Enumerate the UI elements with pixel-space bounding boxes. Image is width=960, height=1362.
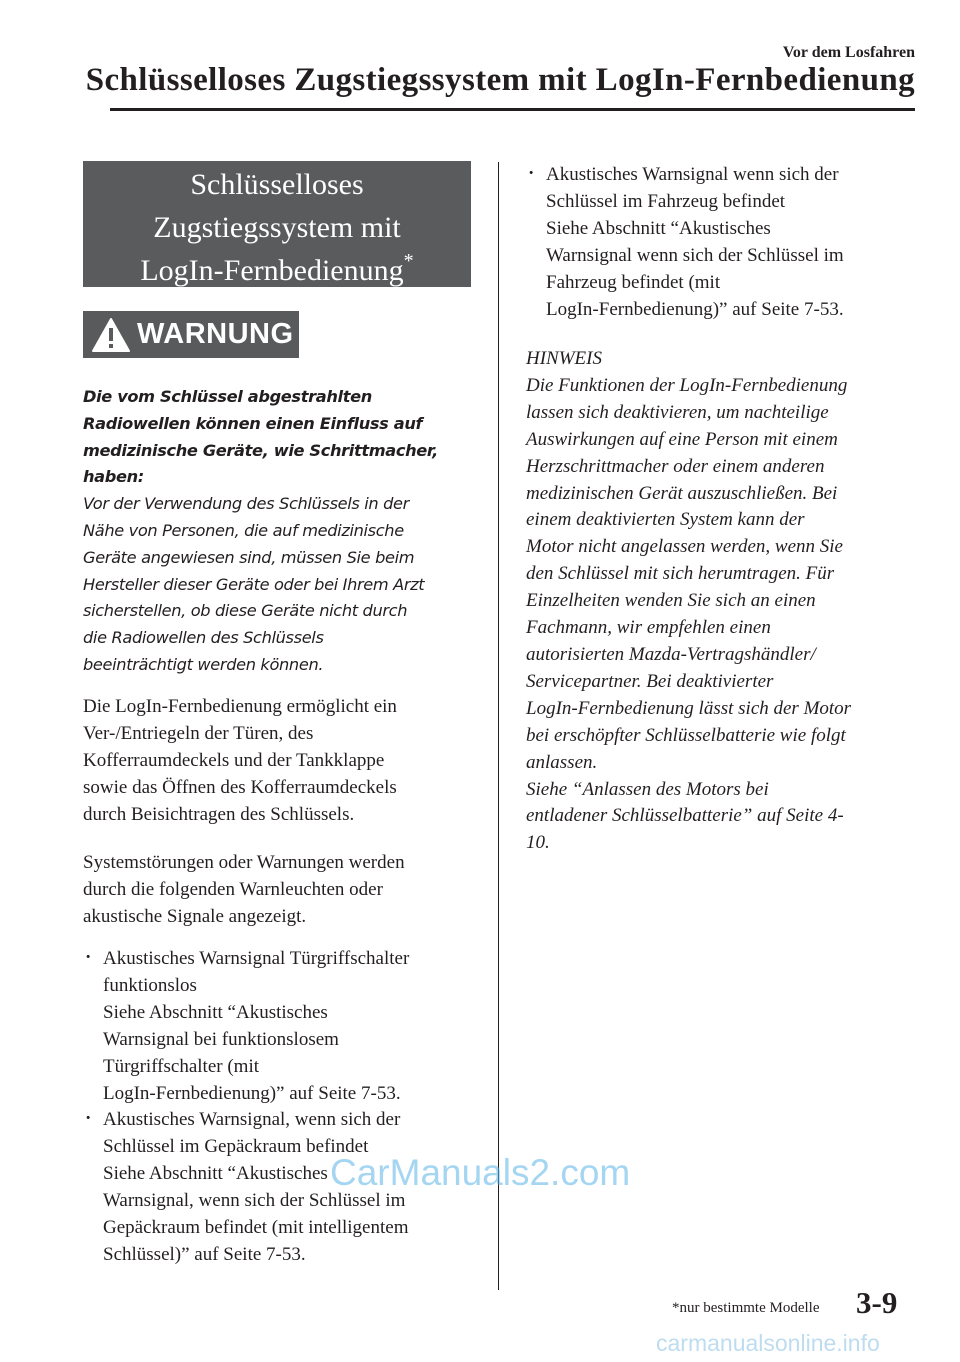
warning-line: die Radiowellen des Schlüssels (83, 628, 324, 648)
warnings-paragraph (83, 850, 483, 931)
note-line: autorisierten Mazda-Vertragshändler/ (526, 643, 816, 665)
note-line: den Schlüssel mit sich herumtragen. Für (526, 563, 835, 585)
bullet-line: Schlüssel im Gepäckraum befindet (103, 1136, 369, 1158)
running-title: Schlüsselloses Zugstiegssystem mit LogIn-Fernbedienung (85, 62, 915, 98)
note-box (526, 346, 921, 857)
warning-line: Geräte angewiesen sind, müssen Sie beim (83, 547, 415, 567)
paragraph-line: akustische Signale angezeigt. (83, 905, 307, 927)
bullet-line: Türgriffschalter (mit (103, 1055, 259, 1077)
paragraph-line: Die LogIn-Fernbedienung ermöglicht ein (83, 696, 397, 717)
footnote: *nur bestimmte Modelle (672, 1300, 820, 1316)
bullet-list-right (526, 162, 926, 323)
bullet-line: funktionslos (103, 974, 197, 996)
note-line: 10. (526, 832, 550, 854)
bullet-line: Warnsignal, wenn sich der Schlüssel im (103, 1190, 406, 1212)
paragraph-line: durch Beisichtragen des Schlüssels. (83, 803, 355, 825)
warning-text (83, 384, 483, 679)
title-line-3-text: LogIn-Fernbedienung (140, 254, 404, 287)
warning-line: Vor der Verwendung des Schlüssels in der (83, 494, 409, 514)
note-line: LogIn-Fernbedienung lässt sich der Motor (526, 697, 852, 719)
paragraph-line: Systemstörungen oder Warnungen werden (83, 852, 405, 873)
note-line: anlassen. (526, 751, 598, 773)
warning-triangle-icon (91, 317, 131, 353)
bullet-line: Gepäckraum befindet (mit intelligentem (103, 1217, 409, 1239)
note-line: Die Funktionen der LogIn-Fernbedienung (526, 374, 848, 396)
bullet-item (526, 162, 926, 323)
note-line: Fachmann, wir empfehlen einen (526, 617, 771, 639)
bullet-line: · Akustisches Warnsignal, wenn sich der (103, 1109, 401, 1131)
warning-bold-line: medizinische Geräte, wie Schrittmacher, (83, 440, 438, 460)
bullet-line: Schlüssel)” auf Seite 7-53. (103, 1243, 306, 1265)
note-line: Motor nicht angelassen werden, wenn Sie (526, 536, 843, 558)
paragraph-line: Ver-/Entriegeln der Türen, des (83, 722, 314, 744)
warning-line: sicherstellen, ob diese Geräte nicht durch (83, 601, 408, 621)
header-rule (110, 108, 915, 111)
warning-bold-line: Radiowellen können einen Einfluss auf (83, 413, 423, 433)
bullet-line: · Akustisches Warnsignal Türgriffschalter (103, 948, 410, 969)
section-title-box (83, 161, 471, 287)
warning-line: Nähe von Personen, die auf medizinische (83, 520, 404, 540)
note-heading: HINWEIS (526, 348, 602, 369)
note-line: medizinischen Gerät auszuschließen. Bei (526, 482, 838, 504)
bullet-line: · Akustisches Warnsignal wenn sich der (546, 164, 839, 185)
bullet-line: LogIn-Fernbedienung)” auf Seite 7-53. (103, 1082, 401, 1104)
paragraph-line: durch die folgenden Warnleuchten oder (83, 878, 383, 900)
warning-line: beeinträchtigt werden können. (83, 654, 324, 674)
title-line-2: Zugstiegssystem mit (153, 211, 401, 244)
warning-badge (83, 311, 299, 358)
note-line: Siehe “Anlassen des Motors bei (526, 778, 769, 800)
paragraph-line: Kofferraumdeckels und der Tankklappe (83, 749, 385, 771)
paragraph-line: sowie das Öffnen des Kofferraumdeckels (83, 776, 397, 798)
note-line: Auswirkungen auf eine Person mit einem (526, 428, 838, 450)
watermark-primary: CarManuals2.com (330, 1152, 631, 1193)
bullet-line: Warnsignal bei funktionslosem (103, 1028, 339, 1050)
bullet-line: Schlüssel im Fahrzeug befindet (546, 190, 786, 212)
bullet-line: Siehe Abschnitt “Akustisches (103, 1163, 328, 1185)
title-line-1: Schlüsselloses (190, 168, 364, 201)
note-line: bei erschöpfter Schlüsselbatterie wie folgt (526, 724, 846, 746)
title-footnote-marker: * (403, 250, 414, 272)
section-label: Vor dem Losfahren (782, 44, 915, 61)
watermark-secondary: carmanualsonline.info (656, 1330, 880, 1356)
warning-bold-line: Die vom Schlüssel abgestrahlten (83, 387, 372, 406)
note-line: Herzschrittmacher oder einem anderen (526, 455, 825, 477)
title-line-3 (83, 249, 471, 292)
column-divider (498, 162, 499, 1290)
bullet-list-left (83, 946, 483, 1269)
warning-line: Hersteller dieser Geräte oder bei Ihrem Arzt (83, 574, 425, 594)
intro-paragraph (83, 694, 483, 829)
note-line: Servicepartner. Bei deaktivierter (526, 670, 774, 692)
note-line: einem deaktivierten System kann der (526, 509, 805, 531)
bullet-line: Siehe Abschnitt “Akustisches (103, 1001, 328, 1023)
bullet-line: Warnsignal wenn sich der Schlüssel im (546, 244, 844, 266)
bullet-item (83, 946, 483, 1107)
warning-bold-line: haben: (83, 467, 144, 487)
bullet-line: LogIn-Fernbedienung)” auf Seite 7-53. (546, 298, 844, 320)
warning-label: WARNUNG (137, 318, 294, 350)
note-line: entladener Schlüsselbatterie” auf Seite 4- (526, 805, 844, 827)
note-line: lassen sich deaktivieren, um nachteilige (526, 401, 829, 423)
bullet-line: Fahrzeug befindet (mit (546, 271, 721, 293)
note-line: Einzelheiten wenden Sie sich an einen (526, 590, 816, 612)
page-number: 3-9 (856, 1285, 898, 1320)
bullet-line: Siehe Abschnitt “Akustisches (546, 217, 771, 239)
